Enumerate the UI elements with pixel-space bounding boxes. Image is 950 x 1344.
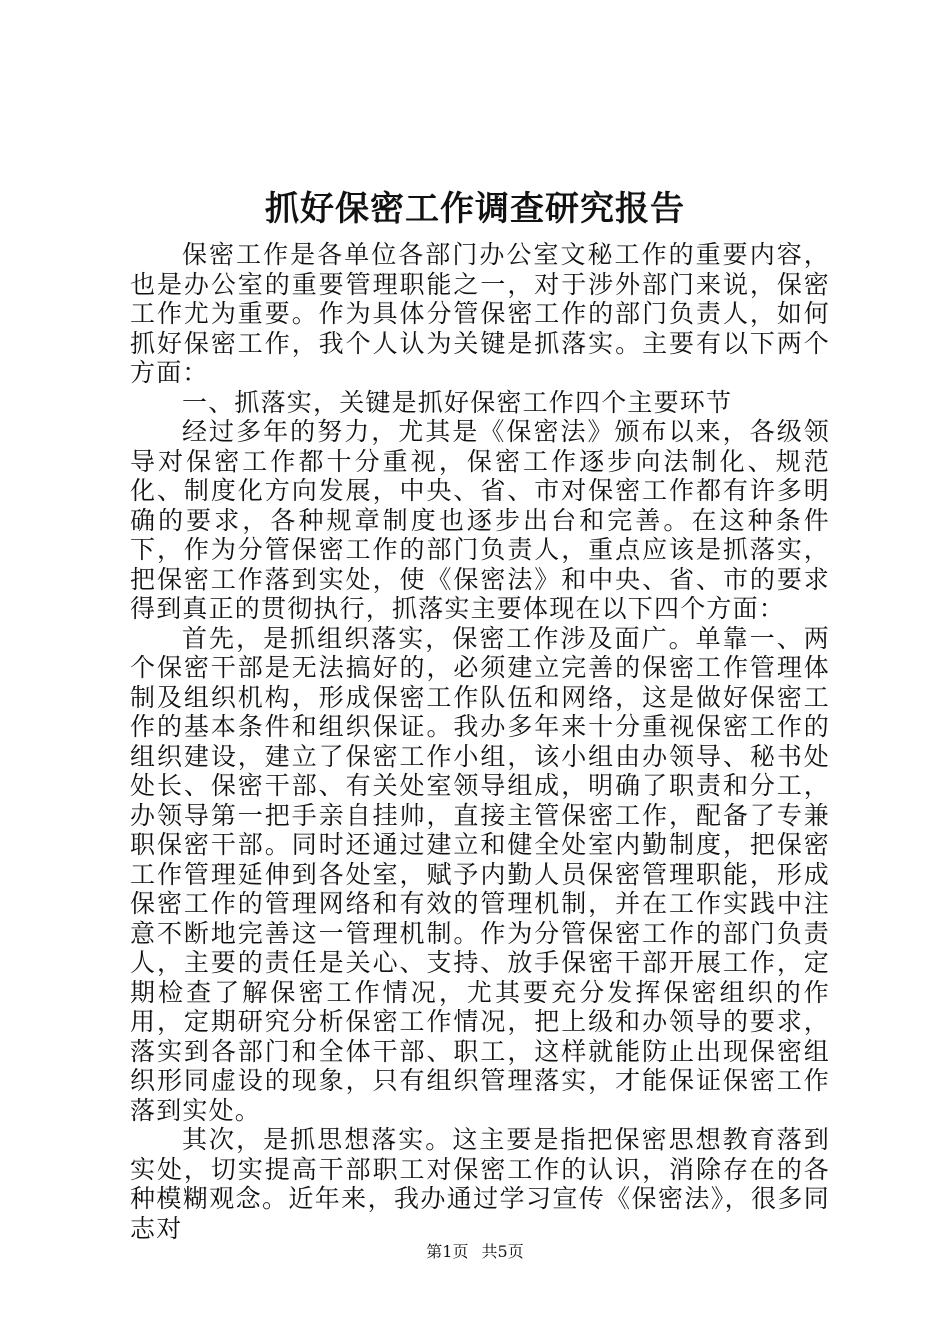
paragraph-background: 经过多年的努力，尤其是《保密法》颁布以来，各级领导对保密工作都十分重视，保密工作逐步向法制化、规范化、制度化方向发展，中央、省、市对保密工作都有许多明确的要求，各种规章制度也逐步出台和完善。在这种条件下，作为分管保密工作的部门负责人，重点应该是抓落实，把保密工作落到实处，使《保密法》和中央、省、市的要求得到真正的贯彻执行，抓落实主要体现在以下四个方面： xyxy=(130,417,830,623)
paragraph-organization: 首先，是抓组织落实，保密工作涉及面广。单靠一、两个保密干部是无法搞好的，必须建立完善的保密工作管理体制及组织机构，形成保密工作队伍和网络，这是做好保密工作的基本条件和组织保证。我办多年来十分重视保密工作的组织建设，建立了保密工作小组，该小组由办领导、秘书处处长、保密干部、有关处室领导组成，明确了职责和分工，办领导第一把手亲自挂帅，直接主管保密工作，配备了专兼职保密干部。同时还通过建立和健全处室内勤制度，把保密工作管理延伸到各处室，赋予内勤人员保密管理职能，形成保密工作的管理网络和有效的管理机制，并在工作实践中注意不断地完善这一管理机制。作为分管保密工作的部门负责人，主要的责任是关心、支持、放手保密干部开展工作，定期检查了解保密工作情况，尤其要充分发挥保密组织的作用，定期研究分析保密工作情况，把上级和办领导的要求，落实到各部门和全体干部、职工，这样就能防止出现保密组织形同虚设的现象，只有组织管理落实，才能保证保密工作落到实处。 xyxy=(130,623,830,1125)
document-body xyxy=(130,240,830,1243)
section-heading-1: 一、抓落实，关键是抓好保密工作四个主要环节 xyxy=(182,387,733,417)
page-total: 共5页 xyxy=(481,1242,524,1261)
paragraph-ideology: 其次，是抓思想落实。这主要是指把保密思想教育落到实处，切实提高干部职工对保密工作的认识，消除存在的各种模糊观念。近年来，我办通过学习宣传《保密法》，很多同志对 xyxy=(130,1125,830,1243)
page-footer xyxy=(0,1242,950,1262)
page-number: 第1页 xyxy=(426,1242,469,1261)
paragraph-intro: 保密工作是各单位各部门办公室文秘工作的重要内容，也是办公室的重要管理职能之一，对于涉外部门来说，保密工作尤为重要。作为具体分管保密工作的部门负责人，如何抓好保密工作，我个人认为关键是抓落实。主要有以下两个方面： xyxy=(130,240,830,387)
document-title: 抓好保密工作调查研究报告 xyxy=(265,189,685,229)
